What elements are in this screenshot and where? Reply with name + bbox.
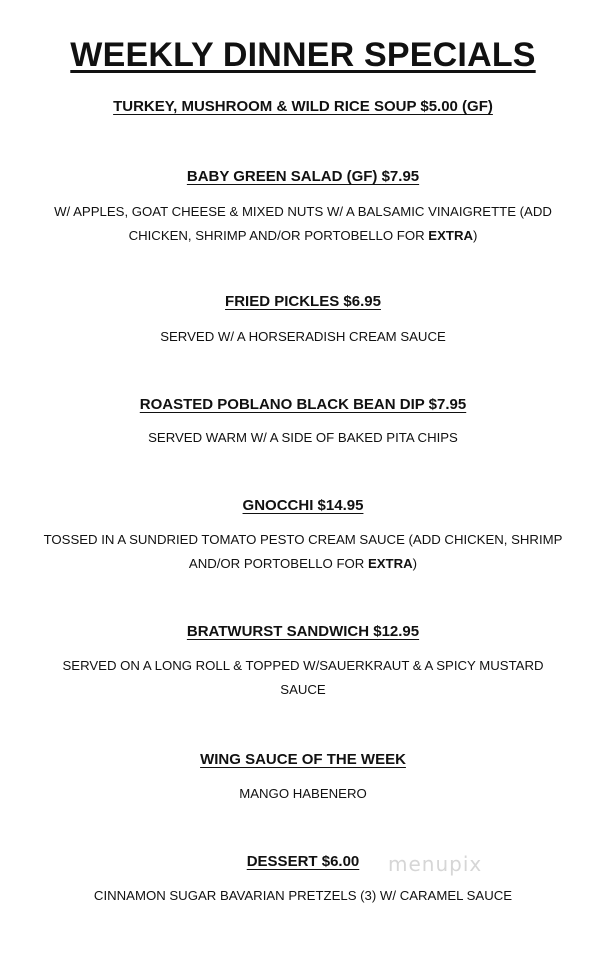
dessert-heading: DESSERT $6.00 bbox=[246, 853, 360, 870]
dip-description: SERVED WARM W/ A SIDE OF BAKED PITA CHIPS bbox=[148, 430, 458, 445]
extra-label: EXTRA bbox=[428, 228, 473, 243]
dip-heading: ROASTED POBLANO BLACK BEAN DIP $7.95 bbox=[139, 396, 467, 413]
salad-description: W/ APPLES, GOAT CHEESE & MIXED NUTS W/ A BALSAMIC VINAIGRETTE (ADD CHICKEN, SHRIMP AND/OR PORTOBELLO FOR EXTRA) bbox=[54, 204, 552, 243]
dessert-description: CINNAMON SUGAR BAVARIAN PRETZELS (3) W/ CARAMEL SAUCE bbox=[93, 888, 513, 903]
soup-heading: TURKEY, MUSHROOM & WILD RICE SOUP $5.00 (GF) bbox=[113, 98, 493, 115]
bratwurst-description: SERVED ON A LONG ROLL & TOPPED W/SAUERKRAUT & A SPICY MUSTARD SAUCE bbox=[62, 658, 544, 697]
wing-sauce-description: MANGO HABENERO bbox=[239, 786, 367, 801]
salad-heading: BABY GREEN SALAD (GF) $7.95 bbox=[186, 168, 420, 185]
pickles-description: SERVED W/ A HORSERADISH CREAM SAUCE bbox=[160, 329, 446, 344]
watermark: menupix bbox=[388, 852, 483, 876]
wing-sauce-heading: WING SAUCE OF THE WEEK bbox=[200, 751, 406, 768]
gnocchi-heading: GNOCCHI $14.95 bbox=[242, 497, 364, 514]
page-title: WEEKLY DINNER SPECIALS bbox=[70, 36, 536, 74]
pickles-heading: FRIED PICKLES $6.95 bbox=[225, 293, 381, 310]
extra-label: EXTRA bbox=[367, 556, 413, 571]
gnocchi-description: TOSSED IN A SUNDRIED TOMATO PESTO CREAM SAUCE (ADD CHICKEN, SHRIMP AND/OR PORTOBELLO FOR EXTRA) bbox=[43, 532, 563, 571]
bratwurst-heading: BRATWURST SANDWICH $12.95 bbox=[186, 623, 420, 640]
